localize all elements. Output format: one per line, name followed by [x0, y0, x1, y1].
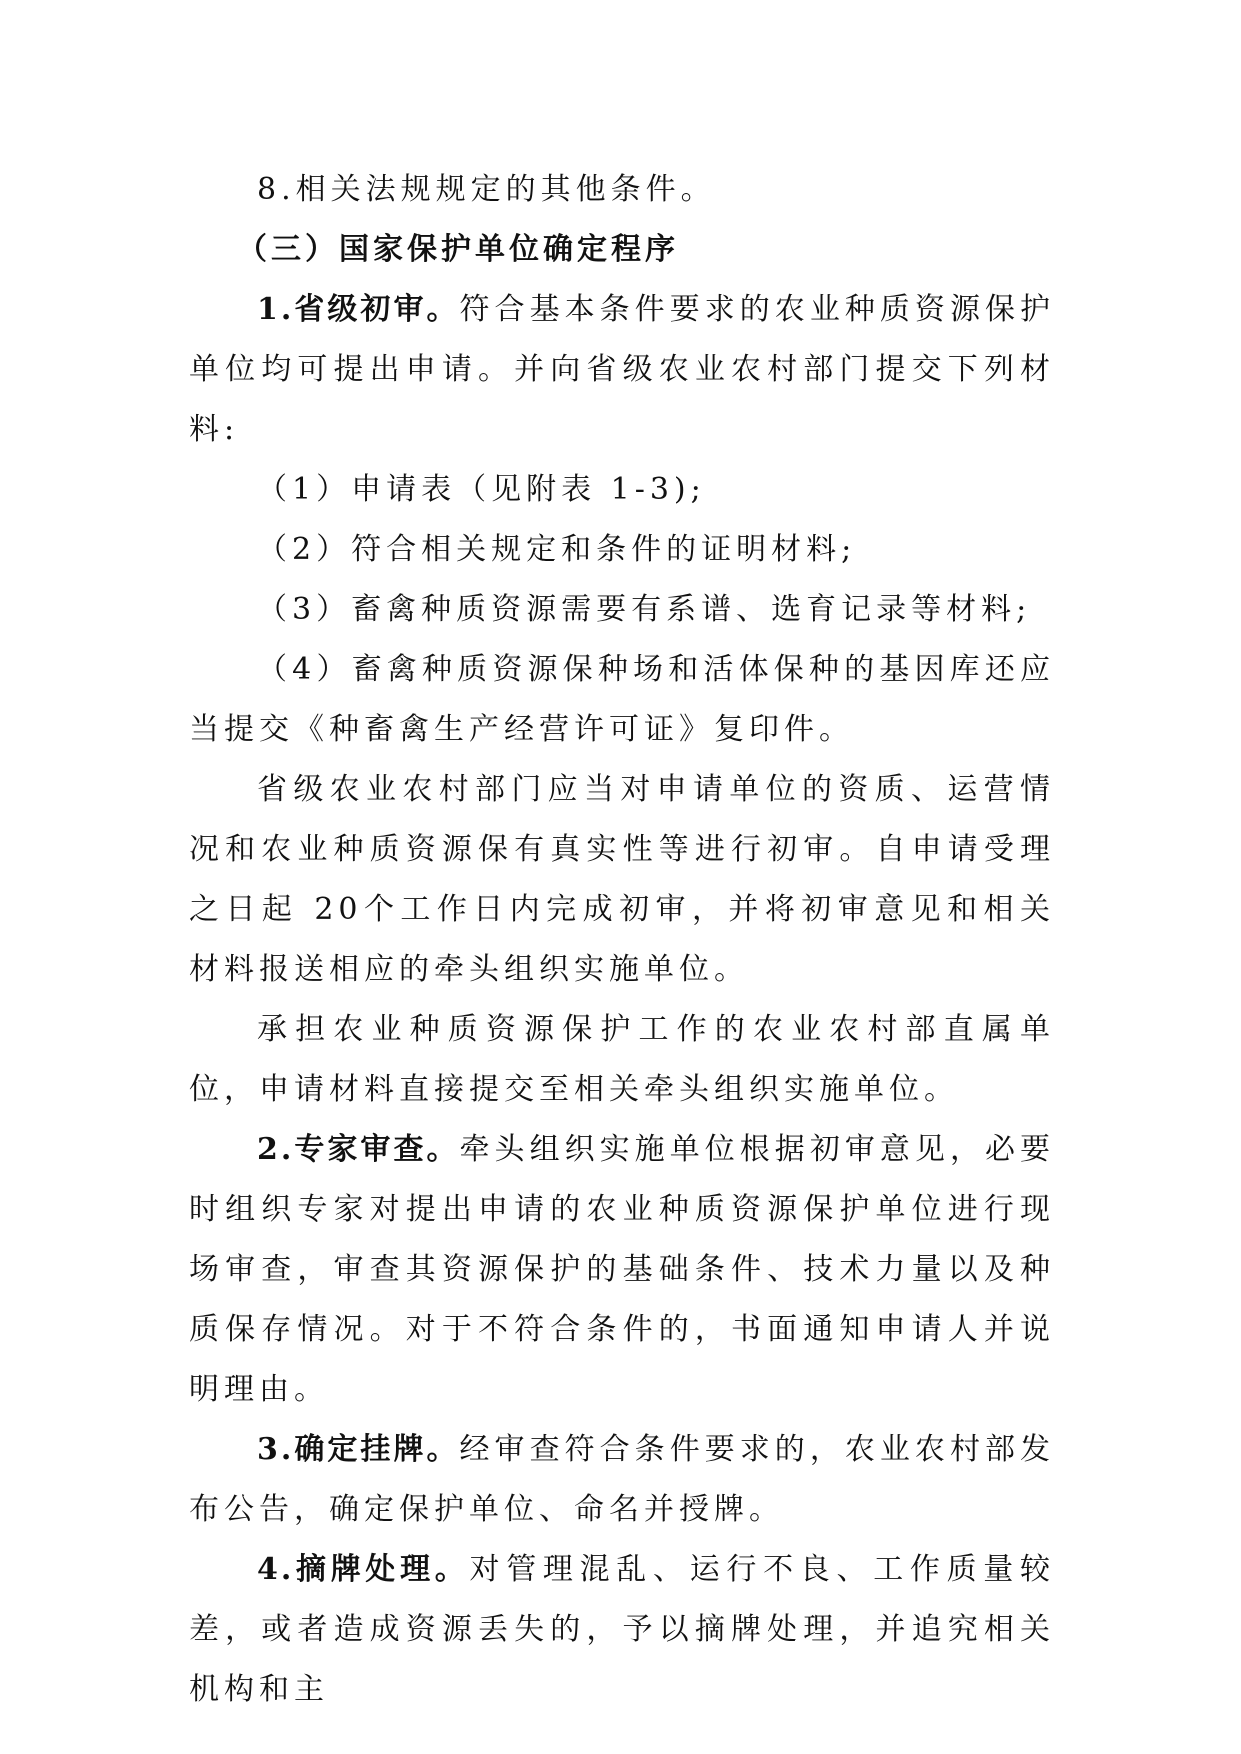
review-paragraph: 省级农业农村部门应当对申请单位的资质、运营情况和农业种质资源保有真实性等进行初审。自申请受理之日起 20个工作日内完成初审，并将初审意见和相关材料报送相应的牵头组织实施单位。 — [189, 772, 1055, 987]
step-2-paragraph — [189, 1120, 1055, 1420]
step-4-title: 4.摘牌处理。 — [257, 1552, 470, 1587]
step-2-title: 2.专家审查。 — [257, 1132, 460, 1167]
step-4-paragraph — [189, 1540, 1055, 1720]
section-heading: （三）国家保护单位确定程序 — [237, 232, 679, 267]
step-1-title: 1.省级初审。 — [257, 292, 460, 327]
step-3-title: 3.确定挂牌。 — [257, 1432, 460, 1467]
material-item-3: （3）畜禽种质资源需要有系谱、选育记录等材料; — [257, 592, 1032, 627]
material-item-4: （4）畜禽种质资源保种场和活体保种的基因库还应当提交《种畜禽生产经营许可证》复印件。 — [189, 652, 1055, 747]
direct-submission-paragraph: 承担农业种质资源保护工作的农业农村部直属单位，申请材料直接提交至相关牵头组织实施单位。 — [189, 1012, 1055, 1107]
document-page — [189, 160, 1055, 1720]
material-item-2: （2）符合相关规定和条件的证明材料; — [257, 532, 857, 567]
step-1-text: 符合基本条件要求的农业种质资源保护单位均可提出申请。并向省级农业农村部门提交下列材料: — [189, 292, 1056, 447]
step-4-text: 对管理混乱、运行不良、工作质量较差，或者造成资源丢失的，予以摘牌处理，并追究相关机构和主 — [189, 1552, 1055, 1707]
step-3-text: 经审查符合条件要求的，农业农村部发布公告，确定保护单位、命名并授牌。 — [189, 1432, 1056, 1527]
step-1-paragraph — [189, 280, 1055, 460]
item-8: 8.相关法规规定的其他条件。 — [257, 172, 716, 207]
step-3-paragraph — [189, 1420, 1055, 1540]
step-2-text: 牵头组织实施单位根据初审意见，必要时组织专家对提出申请的农业种质资源保护单位进行现场审查，审查其资源保护的基础条件、技术力量以及种质保存情况。对于不符合条件的，书面通知申请人并说明理由。 — [189, 1132, 1056, 1407]
material-item-1: （1）申请表（见附表 1-3); — [257, 472, 706, 507]
